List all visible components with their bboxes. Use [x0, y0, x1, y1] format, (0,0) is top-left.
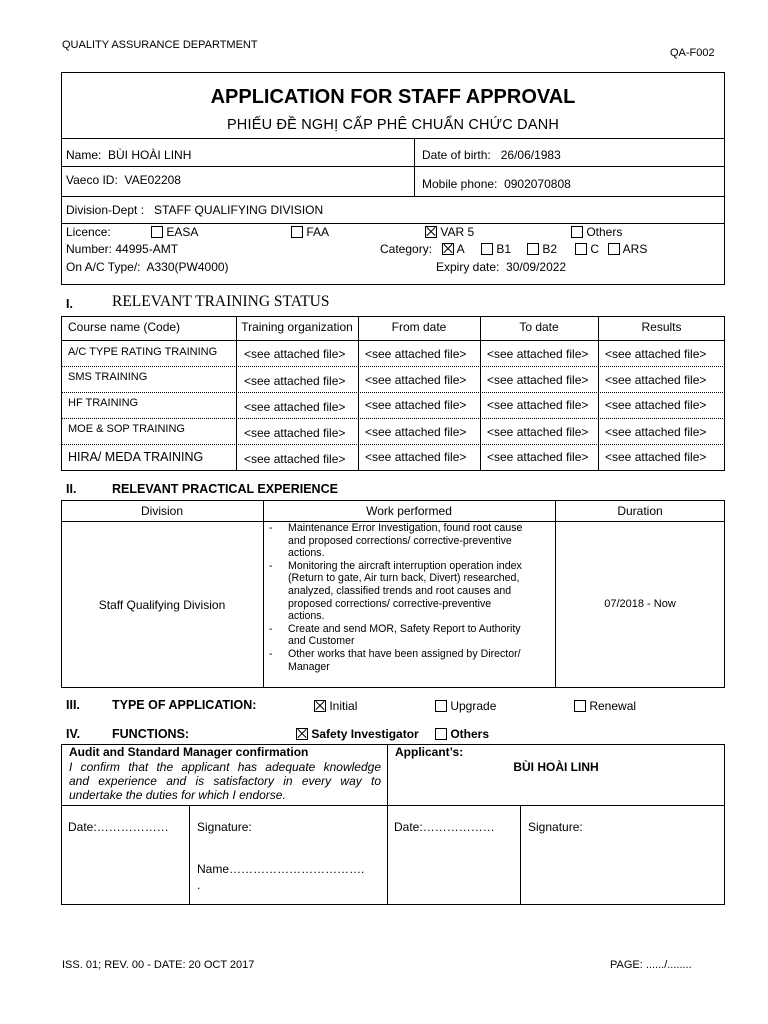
category-b2-checkbox[interactable] [527, 243, 539, 255]
training-row-result: <see attached file> [605, 450, 707, 464]
division-label: Division-Dept : [66, 203, 145, 217]
work-item: - Maintenance Error Investigation, found root cause and proposed corrections/ corrective-preventive actions. [266, 522, 554, 560]
manager-signature-label: Signature: [197, 820, 252, 834]
name-label: Name: [66, 148, 102, 162]
licence-option-easa[interactable] [151, 225, 198, 239]
licence-option-others[interactable] [571, 225, 622, 239]
training-row-course: MOE & SOP TRAINING [68, 423, 185, 435]
manager-confirmation-title: Audit and Standard Manager confirmation [69, 745, 309, 759]
training-header-organization: Training organization [241, 320, 353, 334]
form-subtitle: PHIẾU ĐỀ NGHỊ CẤP PHÊ CHUẨN CHỨC DANH [226, 117, 560, 133]
applicant-title: Applicant’s: [395, 745, 464, 759]
section2-title: RELEVANT PRACTICAL EXPERIENCE [112, 482, 338, 496]
section3-title: TYPE OF APPLICATION: [112, 698, 257, 712]
experience-duration: 07/2018 - Now [604, 598, 676, 610]
expiry-field [436, 260, 566, 274]
category-ars-checkbox[interactable] [608, 243, 620, 255]
section1-number: I. [66, 297, 73, 311]
category-option-b1[interactable] [481, 242, 511, 256]
name-field [66, 148, 191, 162]
section4-number: IV. [66, 727, 81, 741]
training-header-to-date: To date [519, 320, 559, 334]
category-label: Category: [380, 242, 433, 256]
training-row-from: <see attached file> [365, 425, 467, 439]
category-a-label: A [456, 242, 465, 256]
licence-number-value: 44995-AMT [115, 242, 179, 256]
name-value: BÙI HOÀI LINH [108, 148, 192, 162]
category-option-c[interactable] [575, 242, 599, 256]
licence-number-label: Number: [66, 242, 113, 256]
var5-checkbox-checked[interactable] [425, 226, 437, 238]
division-field [66, 203, 323, 217]
training-row-result: <see attached file> [605, 373, 707, 387]
easa-checkbox[interactable] [151, 226, 163, 238]
upgrade-label: Upgrade [450, 699, 497, 713]
faa-label: FAA [306, 225, 330, 239]
manager-name-label: Name [197, 862, 230, 876]
training-row-organization: <see attached file> [244, 400, 346, 414]
faa-checkbox[interactable] [291, 226, 303, 238]
applicant-date-label: Date: [394, 820, 423, 834]
ac-type-value: A330(PW4000) [146, 260, 229, 274]
ac-type-label: On A/C Type/: [66, 260, 141, 274]
manager-name-dots: ……………………………. [229, 862, 365, 876]
training-row-from: <see attached file> [365, 373, 467, 387]
training-row-from: <see attached file> [365, 347, 467, 361]
training-row-result: <see attached file> [605, 425, 707, 439]
form-title: APPLICATION FOR STAFF APPROVAL [210, 86, 576, 108]
section1-title: RELEVANT TRAINING STATUS [112, 293, 330, 310]
training-row-to: <see attached file> [487, 398, 589, 412]
licence-number-field [66, 242, 178, 256]
function-option-others[interactable] [435, 727, 489, 741]
upgrade-checkbox[interactable] [435, 700, 447, 712]
expiry-label: Expiry date: [436, 260, 500, 274]
category-option-b2[interactable] [527, 242, 557, 256]
category-c-label: C [590, 242, 600, 256]
manager-name-dots-continued: . [197, 878, 201, 892]
category-ars-label: ARS [622, 242, 648, 256]
manager-confirmation-text: I confirm that the applicant has adequate knowledge and experience and is satisfactory in every way to undertake the duties for which I endorse. [69, 760, 381, 802]
safety-investigator-label: Safety Investigator [311, 727, 419, 741]
applicant-signature-label: Signature: [528, 820, 583, 834]
category-b1-checkbox[interactable] [481, 243, 493, 255]
page-number: PAGE: ....../........ [610, 959, 692, 971]
licence-label: Licence: [66, 225, 111, 239]
initial-checkbox-checked[interactable] [314, 700, 326, 712]
category-b2-label: B2 [542, 242, 558, 256]
vaeco-id-field [66, 173, 181, 187]
manager-date-dots: ……………… [96, 820, 169, 834]
applicant-name: BÙI HOÀI LINH [513, 760, 599, 774]
application-option-initial[interactable] [314, 699, 357, 713]
work-item: - Other works that have been assigned by Director/ Manager [266, 648, 554, 673]
applicant-date-field[interactable] [394, 820, 495, 834]
function-others-checkbox[interactable] [435, 728, 447, 740]
work-item: - Create and send MOR, Safety Report to Authority and Customer [266, 623, 554, 648]
licence-option-var5[interactable] [425, 225, 474, 239]
mobile-field [422, 177, 571, 191]
training-row-course: HF TRAINING [68, 397, 139, 409]
applicant-date-dots: ……………… [422, 820, 495, 834]
category-b1-label: B1 [496, 242, 512, 256]
training-row-from: <see attached file> [365, 398, 467, 412]
training-row-from: <see attached file> [365, 450, 467, 464]
training-row-to: <see attached file> [487, 425, 589, 439]
category-a-checkbox-checked[interactable] [442, 243, 454, 255]
training-row-to: <see attached file> [487, 347, 589, 361]
section2-number: II. [66, 482, 77, 496]
training-row-organization: <see attached file> [244, 374, 346, 388]
expiry-value: 30/09/2022 [506, 260, 567, 274]
training-row-to: <see attached file> [487, 450, 589, 464]
training-header-results: Results [641, 320, 682, 334]
experience-header-division: Division [140, 504, 183, 518]
training-row-organization: <see attached file> [244, 426, 346, 440]
easa-label: EASA [166, 225, 199, 239]
others-checkbox[interactable] [571, 226, 583, 238]
training-row-course: A/C TYPE RATING TRAINING [68, 346, 218, 358]
department-name: QUALITY ASSURANCE DEPARTMENT [62, 39, 258, 51]
initial-label: Initial [329, 699, 358, 713]
form-code: QA-F002 [670, 47, 715, 59]
training-row-result: <see attached file> [605, 347, 707, 361]
issue-revision: ISS. 01; REV. 00 - DATE: 20 OCT 2017 [62, 959, 255, 971]
work-performed-list [266, 522, 554, 673]
training-header-from-date: From date [391, 320, 447, 334]
category-c-checkbox[interactable] [575, 243, 587, 255]
training-row-to: <see attached file> [487, 373, 589, 387]
vaeco-id-value: VAE02208 [124, 173, 181, 187]
ac-type-field [66, 260, 229, 274]
manager-name-field[interactable] [197, 862, 364, 876]
var5-label: VAR 5 [440, 225, 475, 239]
experience-header-work: Work performed [366, 504, 452, 518]
training-row-organization: <see attached file> [244, 347, 346, 361]
safety-investigator-checkbox-checked[interactable] [296, 728, 308, 740]
function-option-safety-investigator[interactable] [296, 727, 419, 741]
training-row-course: HIRA/ MEDA TRAINING [68, 450, 204, 464]
manager-date-label: Date: [68, 820, 97, 834]
dob-label: Date of birth: [422, 148, 491, 162]
vaeco-id-label: Vaeco ID: [66, 173, 118, 187]
training-row-course: SMS TRAINING [68, 371, 148, 383]
section4-title: FUNCTIONS: [112, 727, 190, 741]
experience-division: Staff Qualifying Division [98, 598, 226, 612]
section3-number: III. [66, 698, 80, 712]
renewal-checkbox[interactable] [574, 700, 586, 712]
experience-header-duration: Duration [617, 504, 663, 518]
application-option-upgrade[interactable] [435, 699, 496, 713]
licence-option-faa[interactable] [291, 225, 329, 239]
application-option-renewal[interactable] [574, 699, 636, 713]
training-header-course: Course name (Code) [68, 320, 181, 334]
training-row-organization: <see attached file> [244, 452, 346, 466]
dob-value: 26/06/1983 [500, 148, 561, 162]
mobile-value: 0902070808 [504, 177, 571, 191]
mobile-label: Mobile phone: [422, 177, 498, 191]
category-option-ars[interactable] [608, 242, 647, 256]
renewal-label: Renewal [589, 699, 637, 713]
category-option-a[interactable] [442, 242, 465, 256]
function-others-label: Others [450, 727, 490, 741]
work-item: - Monitoring the aircraft interruption operation index (Return to gate, Air turn back, Divert) researched, analyzed, classified trends and root causes and proposed corrections/ corrective-preventive actions. [266, 560, 554, 623]
manager-date-field[interactable] [68, 820, 169, 834]
training-row-result: <see attached file> [605, 398, 707, 412]
division-value: STAFF QUALIFYING DIVISION [154, 203, 324, 217]
dob-field [422, 148, 561, 162]
others-label: Others [586, 225, 623, 239]
